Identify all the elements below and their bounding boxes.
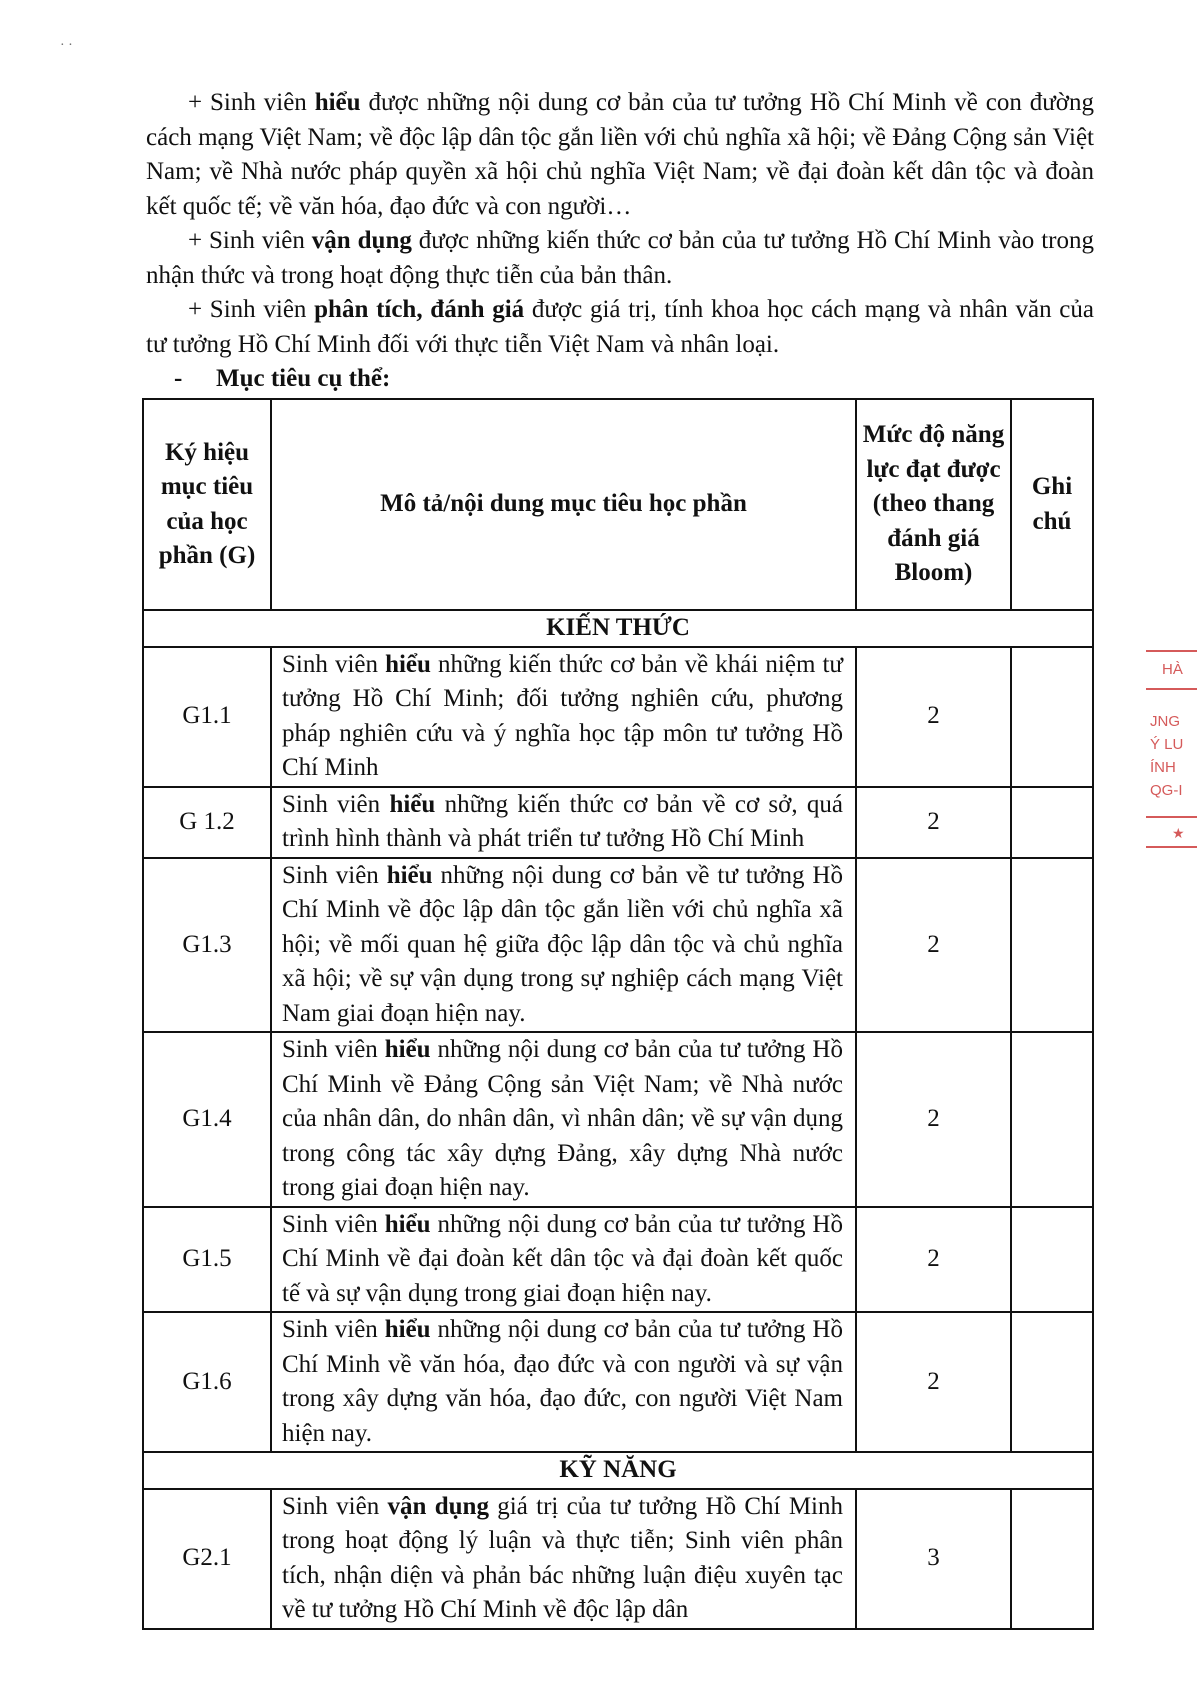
- stamp-text: Ý LU: [1150, 736, 1184, 753]
- goal-note: [1011, 1489, 1093, 1629]
- goal-code: G1.4: [143, 1032, 271, 1207]
- goal-code: G 1.2: [143, 787, 271, 858]
- goal-code: G1.3: [143, 858, 271, 1033]
- stamp-text: QG-I: [1150, 782, 1183, 799]
- header-description: Mô tả/nội dung mục tiêu học phần: [271, 399, 856, 610]
- table-row: [143, 858, 1093, 1033]
- course-goals-table: [142, 398, 1094, 1630]
- goal-description: Sinh viên hiểu những kiến thức cơ bản về khái niệm tư tưởng Hồ Chí Minh; đối tưởng nghiên cứu, phương pháp nghiên cứu và ý nghĩa học tập môn tư tưởng Hồ Chí Minh: [271, 647, 856, 787]
- table-row: [143, 1489, 1093, 1629]
- table-header-row: [143, 399, 1093, 610]
- table-row: [143, 1032, 1093, 1207]
- goal-level: 2: [856, 858, 1011, 1033]
- goal-note: [1011, 1207, 1093, 1313]
- goal-description: Sinh viên hiểu những nội dung cơ bản của tư tưởng Hồ Chí Minh về Đảng Cộng sản Việt Nam; về Nhà nước của nhân dân, do nhân dân, vì nhân dân; về sự vận dụng trong công tác xây dựng Đảng, xây dựng Nhà nước trong giai đoạn hiện nay.: [271, 1032, 856, 1207]
- section-row-knowledge: [143, 610, 1093, 647]
- goal-note: [1011, 787, 1093, 858]
- goal-description: Sinh viên hiểu những kiến thức cơ bản về cơ sở, quá trình hình thành và phát triển tư tưởng Hồ Chí Minh: [271, 787, 856, 858]
- table-row: [143, 1312, 1093, 1452]
- section-title-skills: KỸ NĂNG: [143, 1452, 1093, 1489]
- goal-description: Sinh viên hiểu những nội dung cơ bản của tư tưởng Hồ Chí Minh về văn hóa, đạo đức và con người và sự vận trong xây dựng văn hóa, đạo đức, con người Việt Nam hiện nay.: [271, 1312, 856, 1452]
- goal-description: Sinh viên vận dụng giá trị của tư tưởng Hồ Chí Minh trong hoạt động lý luận và thực tiễn; Sinh viên phân tích, nhận diện và phản bác những luận điệu xuyên tạc về tư tưởng Hồ Chí Minh về độc lập dân: [271, 1489, 856, 1629]
- goal-code: G2.1: [143, 1489, 271, 1629]
- section-row-skills: [143, 1452, 1093, 1489]
- table-row: [143, 787, 1093, 858]
- red-seal-stamp: [1146, 648, 1197, 858]
- goal-description: Sinh viên hiểu những nội dung cơ bản về tư tưởng Hồ Chí Minh về độc lập dân tộc gắn liền với chủ nghĩa xã hội; về mối quan hệ giữa độc lập dân tộc và chủ nghĩa xã hội; về sự vận dụng trong sự nghiệp cách mạng Việt Nam giai đoạn hiện nay.: [271, 858, 856, 1033]
- star-icon: ★: [1172, 825, 1185, 841]
- header-code: Ký hiệu mục tiêu của học phần (G): [143, 399, 271, 610]
- specific-goals-heading: - Mục tiêu cụ thể:: [174, 365, 391, 392]
- outcome-paragraph-apply: + Sinh viên vận dụng được những kiến thức cơ bản của tư tưởng Hồ Chí Minh vào trong nhận thức và trong hoạt động thực tiễn của bản thân.: [146, 227, 1094, 289]
- goal-level: 2: [856, 1207, 1011, 1313]
- goal-code: G1.1: [143, 647, 271, 787]
- section-title-knowledge: KIẾN THỨC: [143, 610, 1093, 647]
- goal-description: Sinh viên hiểu những nội dung cơ bản của tư tưởng Hồ Chí Minh về đại đoàn kết dân tộc và đại đoàn kết quốc tế và sự vận dụng trong giai đoạn hiện nay.: [271, 1207, 856, 1313]
- scan-marks: · ·: [60, 38, 73, 53]
- table-row: [143, 1207, 1093, 1313]
- goal-note: [1011, 1032, 1093, 1207]
- goal-level: 2: [856, 1312, 1011, 1452]
- goal-level: 2: [856, 1032, 1011, 1207]
- goal-note: [1011, 1312, 1093, 1452]
- outcome-paragraph-understand: + Sinh viên hiểu được những nội dung cơ bản của tư tưởng Hồ Chí Minh về con đường cách mạng Việt Nam; về độc lập dân tộc gắn liền với chủ nghĩa xã hội; về Đảng Cộng sản Việt Nam; về Nhà nước pháp quyền xã hội chủ nghĩa Việt Nam; về đại đoàn kết dân tộc và đoàn kết quốc tế; về văn hóa, đạo đức và con người…: [146, 89, 1094, 220]
- stamp-text: HÀ: [1162, 661, 1183, 678]
- goal-code: G1.5: [143, 1207, 271, 1313]
- outcome-paragraph-analyze: + Sinh viên phân tích, đánh giá được giá trị, tính khoa học cách mạng và nhân văn của tư tưởng Hồ Chí Minh đối với thực tiễn Việt Nam và nhân loại.: [146, 296, 1094, 358]
- goal-note: [1011, 858, 1093, 1033]
- stamp-text: ÍNH: [1150, 759, 1176, 776]
- goal-level: 2: [856, 787, 1011, 858]
- header-note: Ghi chú: [1011, 399, 1093, 610]
- goal-code: G1.6: [143, 1312, 271, 1452]
- goal-level: 2: [856, 647, 1011, 787]
- stamp-text: JNG: [1150, 713, 1180, 730]
- header-level: Mức độ năng lực đạt được (theo thang đánh giá Bloom): [856, 399, 1011, 610]
- table-row: [143, 647, 1093, 787]
- goal-level: 3: [856, 1489, 1011, 1629]
- goal-note: [1011, 647, 1093, 787]
